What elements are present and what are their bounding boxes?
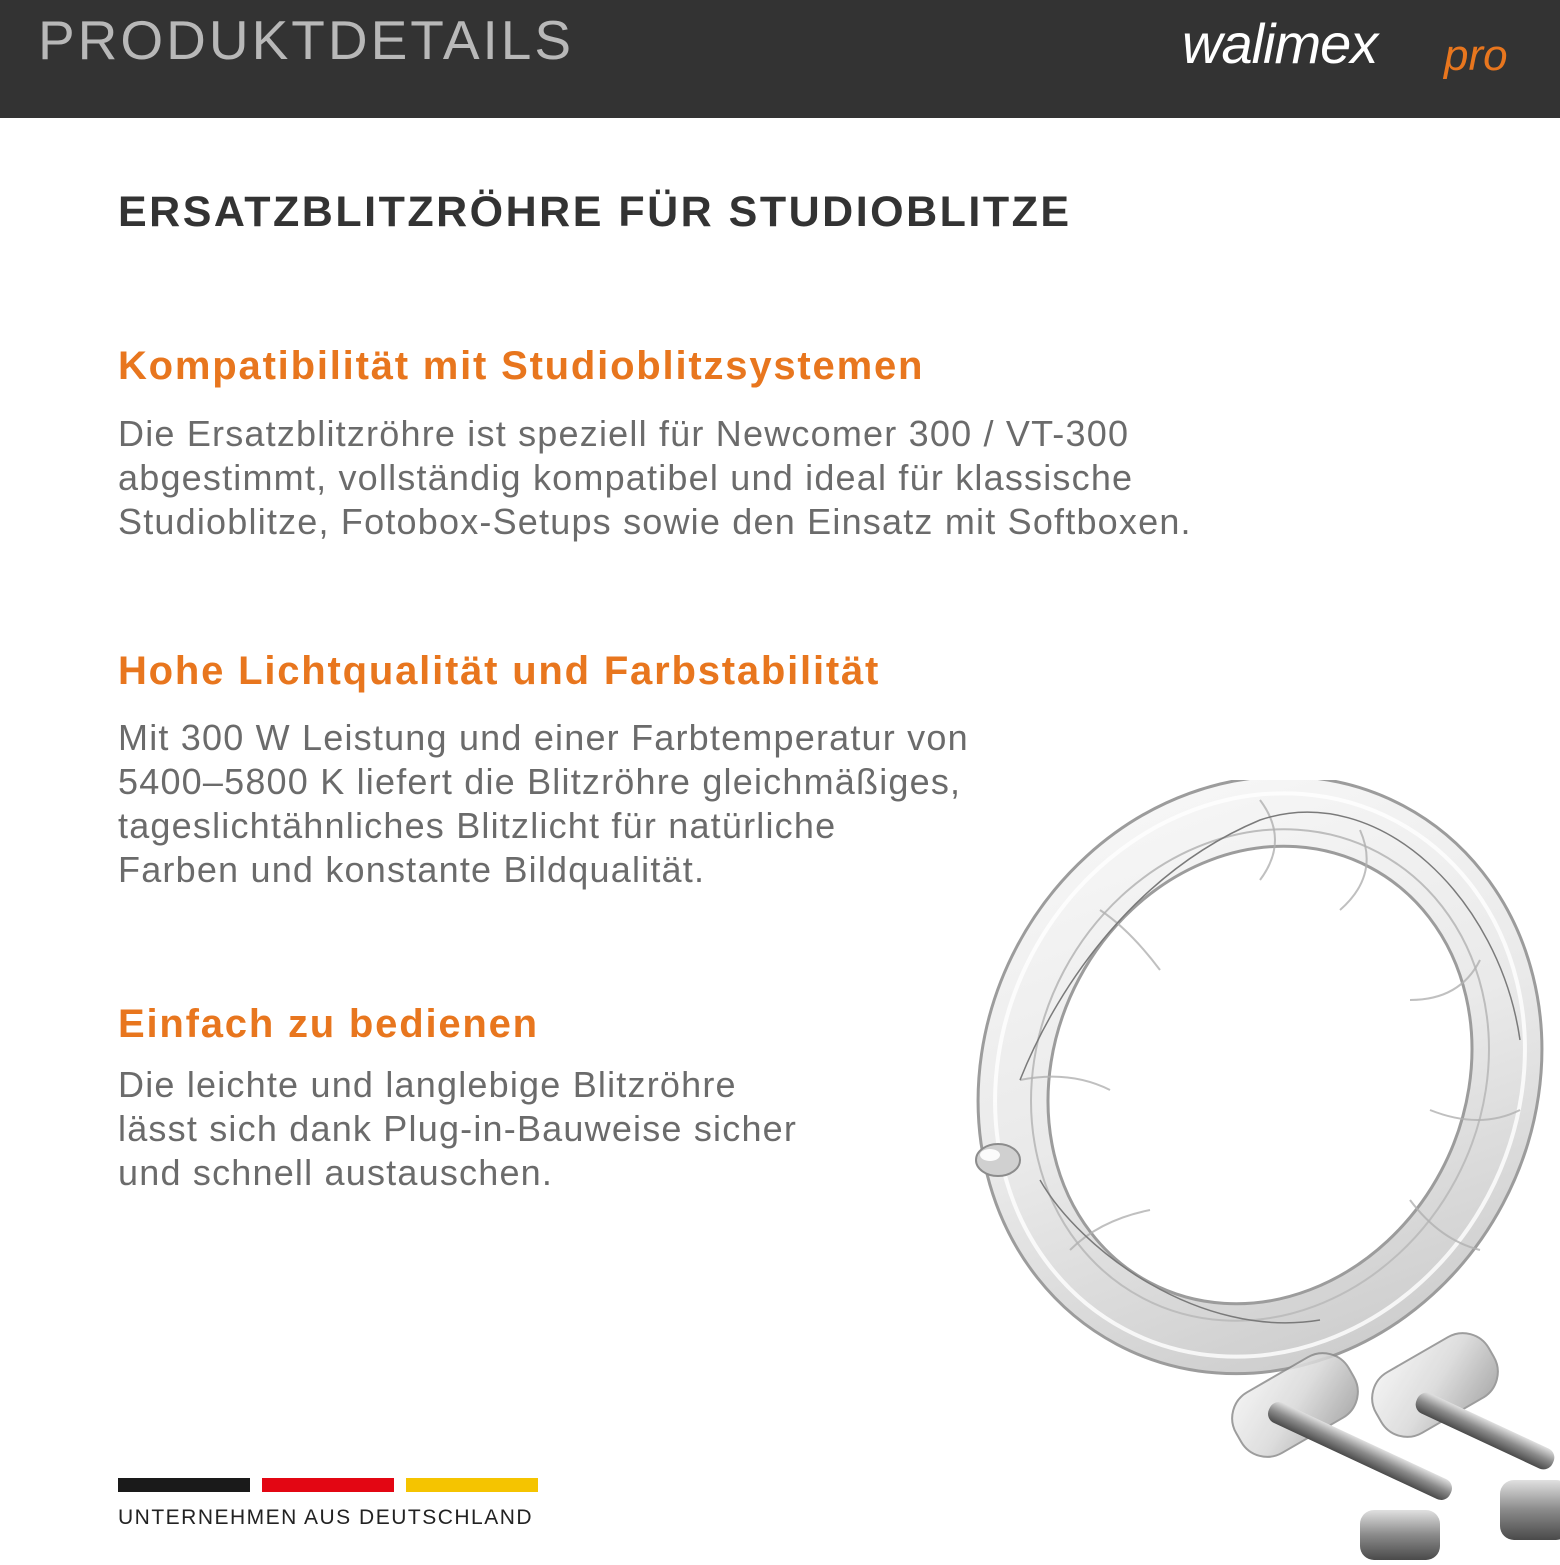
- flag-stripe-gold: [406, 1478, 538, 1492]
- body-line: und schnell austauschen.: [118, 1152, 554, 1193]
- logo-sub-text: pro: [1444, 31, 1508, 80]
- ring-flash-tube-icon: [960, 780, 1560, 1560]
- section-heading-light-quality: Hohe Lichtqualität und Farbstabilität: [118, 649, 881, 693]
- footer-text: UNTERNEHMEN AUS DEUTSCHLAND: [118, 1506, 534, 1529]
- section-body-compatibility: [118, 412, 1192, 544]
- body-line: abgestimmt, vollständig kompatibel und ideal für klassische: [118, 457, 1134, 498]
- section-body-ease-of-use: [118, 1063, 797, 1195]
- flag-stripe-black: [118, 1478, 250, 1492]
- german-flag-stripes: [118, 1478, 538, 1492]
- body-line: 5400–5800 K liefert die Blitzröhre gleichmäßiges,: [118, 761, 962, 802]
- body-line: Die Ersatzblitzröhre ist speziell für Newcomer 300 / VT-300: [118, 413, 1130, 454]
- logo-main-text: walimex: [1182, 12, 1378, 75]
- body-line: Farben und konstante Bildqualität.: [118, 849, 706, 890]
- section-heading-ease-of-use: Einfach zu bedienen: [118, 1002, 539, 1046]
- body-line: Studioblitze, Fotobox-Setups sowie den Einsatz mit Softboxen.: [118, 501, 1192, 542]
- body-line: tageslichtähnliches Blitzlicht für natürliche: [118, 805, 837, 846]
- body-line: Mit 300 W Leistung und einer Farbtemperatur von: [118, 717, 969, 758]
- header-bar: [0, 0, 1560, 118]
- section-heading-compatibility: Kompatibilität mit Studioblitzsystemen: [118, 344, 925, 388]
- section-body-light-quality: [118, 716, 969, 892]
- body-line: Die leichte und langlebige Blitzröhre: [118, 1064, 737, 1105]
- header-title: PRODUKTDETAILS: [38, 9, 575, 71]
- walimex-pro-logo: [1182, 4, 1532, 84]
- flag-stripe-red: [262, 1478, 394, 1492]
- body-line: lässt sich dank Plug-in-Bauweise sicher: [118, 1108, 798, 1149]
- page-title: ERSATZBLITZRÖHRE FÜR STUDIOBLITZE: [118, 188, 1072, 236]
